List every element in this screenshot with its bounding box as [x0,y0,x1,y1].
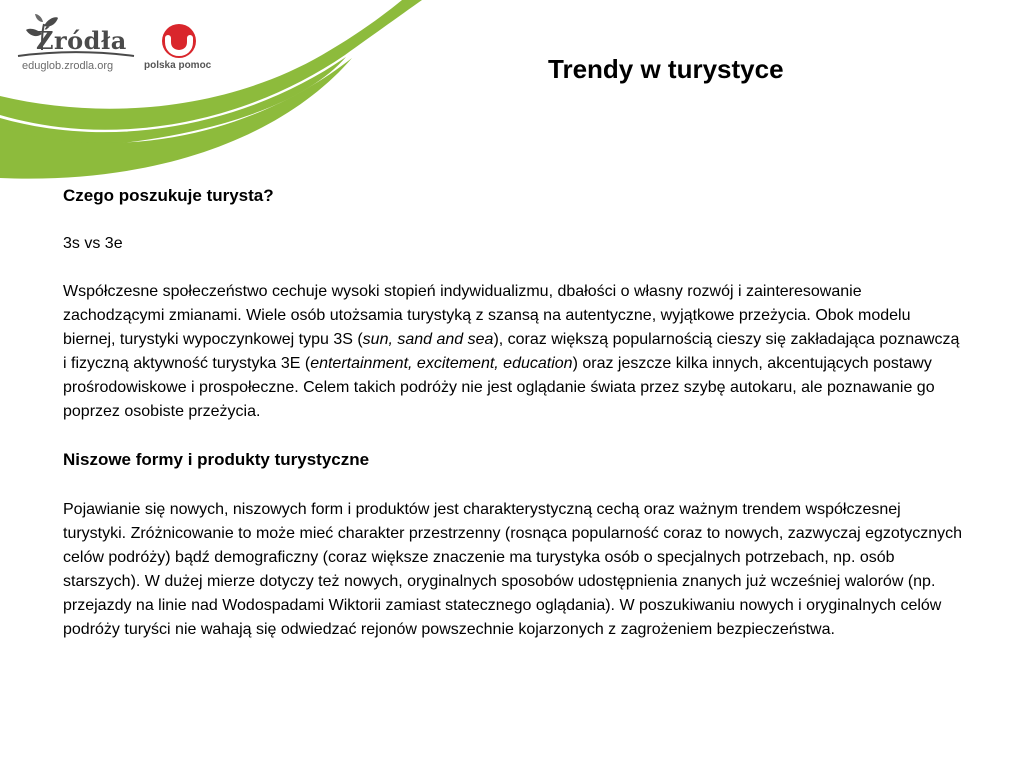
zrodla-logo[interactable] [14,12,139,74]
section-heading-tourist: Czego poszukuje turysta? [63,186,274,205]
paragraph-italic-3e: entertainment, excitement, education [310,355,573,372]
polska-pomoc-logo[interactable] [140,22,220,78]
paragraph-text: ), coraz większą popularnością cieszy się zakładająca poznawczą i fizyczną aktywność turystyka 3E ( [63,331,960,372]
paragraph-text: Współczesne społeczeństwo cechuje wysoki stopień indywidualizmu, dbałości o własny rozwój i zainteresowanie zachodzącymi zmianami. Wiele osób utożsamia turystyką z szansą na autentyczne, wyjątkowe przeżycia. Obok modelu biernej, turystyki wypoczynkowej typu 3S ( [63,283,911,348]
slide-content [63,184,963,666]
zrodla-wordmark: Źródła [36,26,127,55]
slide-title: Trendy w turystyce [548,54,784,84]
paragraph-niche-forms: Pojawianie się nowych, niszowych form i produktów jest charakterystyczną cechą oraz ważnym trendem współczesnej turystyki. Zróżnicowanie to może mieć charakter przestrzenny (rosnąca popularność coraz to nowych, zazwyczaj egzotycznych celów podróży) bądź demograficzny (coraz większe znaczenie ma turystyka osób o specjalnych potrzebach, np. osób starszych). W dużej mierze dotyczy też nowych, oryginalnych sposobów udostępnienia znanych już wcześniej walorów (np. przejazdy na linie nad Wodospadami Wiktorii zamiast statecznego oglądania). W poszukiwaniu nowych i oryginalnych celów podróży turyści nie wahają się odwiedzać rejonów powszechnie kojarzonych z zagrożeniem bezpieczeństwa. [63,501,963,638]
polska-pomoc-emblem-icon [155,22,203,62]
paragraph-text: ) oraz jeszcze kilka innych, akcentujących postawy prośrodowiskowe i prospołeczne. Celem takich podróży nie jest oglądanie świata przez szybę autokaru, ale poznawanie go poprzez osobiste przeżycia. [63,355,935,420]
logo-underline-swash [16,50,136,60]
section-heading-niche: Niszowe formy i produkty turystyczne [63,450,370,469]
polska-pomoc-caption: polska pomoc [144,60,212,71]
zrodla-url: eduglob.zrodla.org [22,60,114,72]
paragraph-italic-3s: sun, sand and sea [362,331,494,348]
section-subheading-3s-vs-3e: 3s vs 3e [63,235,123,252]
paragraph-modern-society [63,280,963,424]
